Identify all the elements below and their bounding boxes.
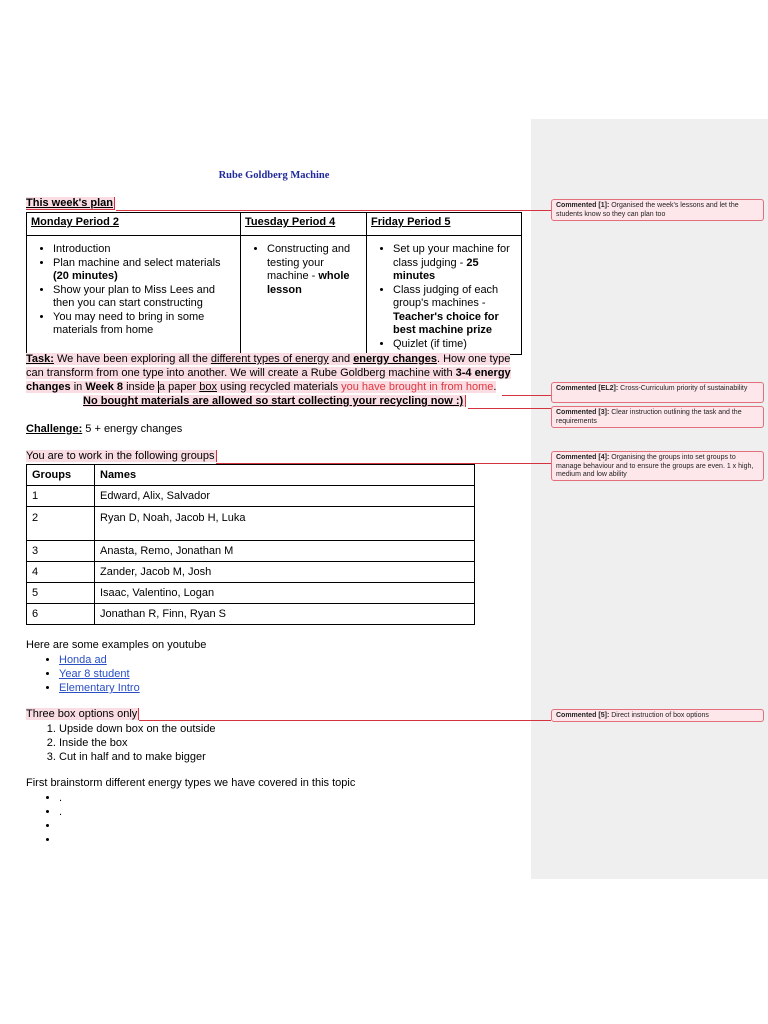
task-paragraph: Task: We have been exploring all the different types of energy and energy changes. How one type can transform from one type into another. We will create a Rube Goldberg machine with 3-4 energy changes in Week 8 inside a paper box using recycled materials you have brought in from home. (26, 353, 511, 393)
brainstorm-intro: First brainstorm different energy types we have covered in this topic (26, 777, 356, 789)
box-options-list (26, 722, 216, 764)
tuesday-cell (241, 236, 367, 355)
link-year-8-student[interactable]: Year 8 student (59, 668, 130, 680)
list-item: • Introduction (53, 243, 236, 257)
link-elementary-intro[interactable]: Elementary Intro (59, 682, 140, 694)
list-item: • Plan machine and select materials (20 minutes) (53, 257, 236, 284)
list-item: • You may need to bring in some materials from home (53, 311, 236, 338)
challenge: Challenge: 5 + energy changes (26, 423, 183, 435)
list-item: • Set up your machine for class judging - 25 minutes (393, 243, 517, 284)
table-header: Names (95, 465, 475, 486)
list-item: • . (59, 791, 62, 805)
comment-pane (531, 119, 768, 879)
comment-connector (468, 408, 551, 409)
groups-intro: You are to work in the following groups (26, 450, 215, 462)
examples-list (26, 653, 140, 695)
link-honda-ad[interactable]: Honda ad (59, 654, 107, 666)
comment-connector (139, 720, 551, 721)
brainstorm-list (26, 791, 62, 847)
monday-cell (27, 236, 241, 355)
comment-5[interactable]: Commented [5]: Direct instruction of box options (551, 709, 764, 722)
tuesday-header: Tuesday Period 4 (241, 213, 367, 236)
list-item: 1. Upside down box on the outside (59, 722, 216, 736)
list-item: • . (59, 805, 62, 819)
table-row: 1 Edward, Alix, Salvador (27, 486, 475, 507)
table-header: Groups (27, 465, 95, 486)
table-row: 2 Ryan D, Noah, Jacob H, Luka (27, 507, 475, 541)
list-item: • Constructing and testing your machine - whole lesson (267, 243, 362, 297)
monday-header: Monday Period 2 (27, 213, 241, 236)
table-row: 5 Isaac, Valentino, Logan (27, 583, 475, 604)
task-rule: No bought materials are allowed so start collecting your recycling now :) (83, 395, 466, 407)
box-intro: Three box options only (26, 708, 138, 720)
list-item: 3. Cut in half and to make bigger (59, 750, 216, 764)
comment-connector (216, 463, 551, 464)
plan-heading: This week's plan (26, 197, 113, 209)
table-row: 4 Zander, Jacob M, Josh (27, 562, 475, 583)
comment-3[interactable]: Commented [3]: Clear instruction outlining the task and the requirements (551, 406, 764, 428)
weekly-plan-table (26, 212, 522, 355)
examples-intro: Here are some examples on youtube (26, 639, 207, 651)
list-item (59, 819, 62, 833)
list-item (59, 833, 62, 847)
list-item: 2. Inside the box (59, 736, 216, 750)
comment-connector (116, 210, 551, 211)
comment-1[interactable]: Commented [1]: Organised the week's lessons and let the students know so they can plan too (551, 199, 764, 221)
list-item: • Class judging of each group's machines - Teacher's choice for best machine prize (393, 284, 517, 338)
groups-table (26, 464, 475, 625)
document-title: Rube Goldberg Machine (218, 170, 330, 181)
comment-4[interactable]: Commented [4]: Organising the groups into set groups to manage behaviour and to ensure the groups are even. 1 x high, medium and low ability (551, 451, 764, 481)
list-item: • Show your plan to Miss Lees and then you can start constructing (53, 284, 236, 311)
friday-header: Friday Period 5 (367, 213, 522, 236)
comment-el2[interactable]: Commented [EL2]: Cross-Curriculum priority of sustainability (551, 382, 764, 403)
list-item: • Quizlet (if time) (393, 338, 517, 352)
friday-cell (367, 236, 522, 355)
table-row: 3 Anasta, Remo, Jonathan M (27, 541, 475, 562)
table-row: 6 Jonathan R, Finn, Ryan S (27, 604, 475, 625)
comment-connector (502, 395, 551, 396)
